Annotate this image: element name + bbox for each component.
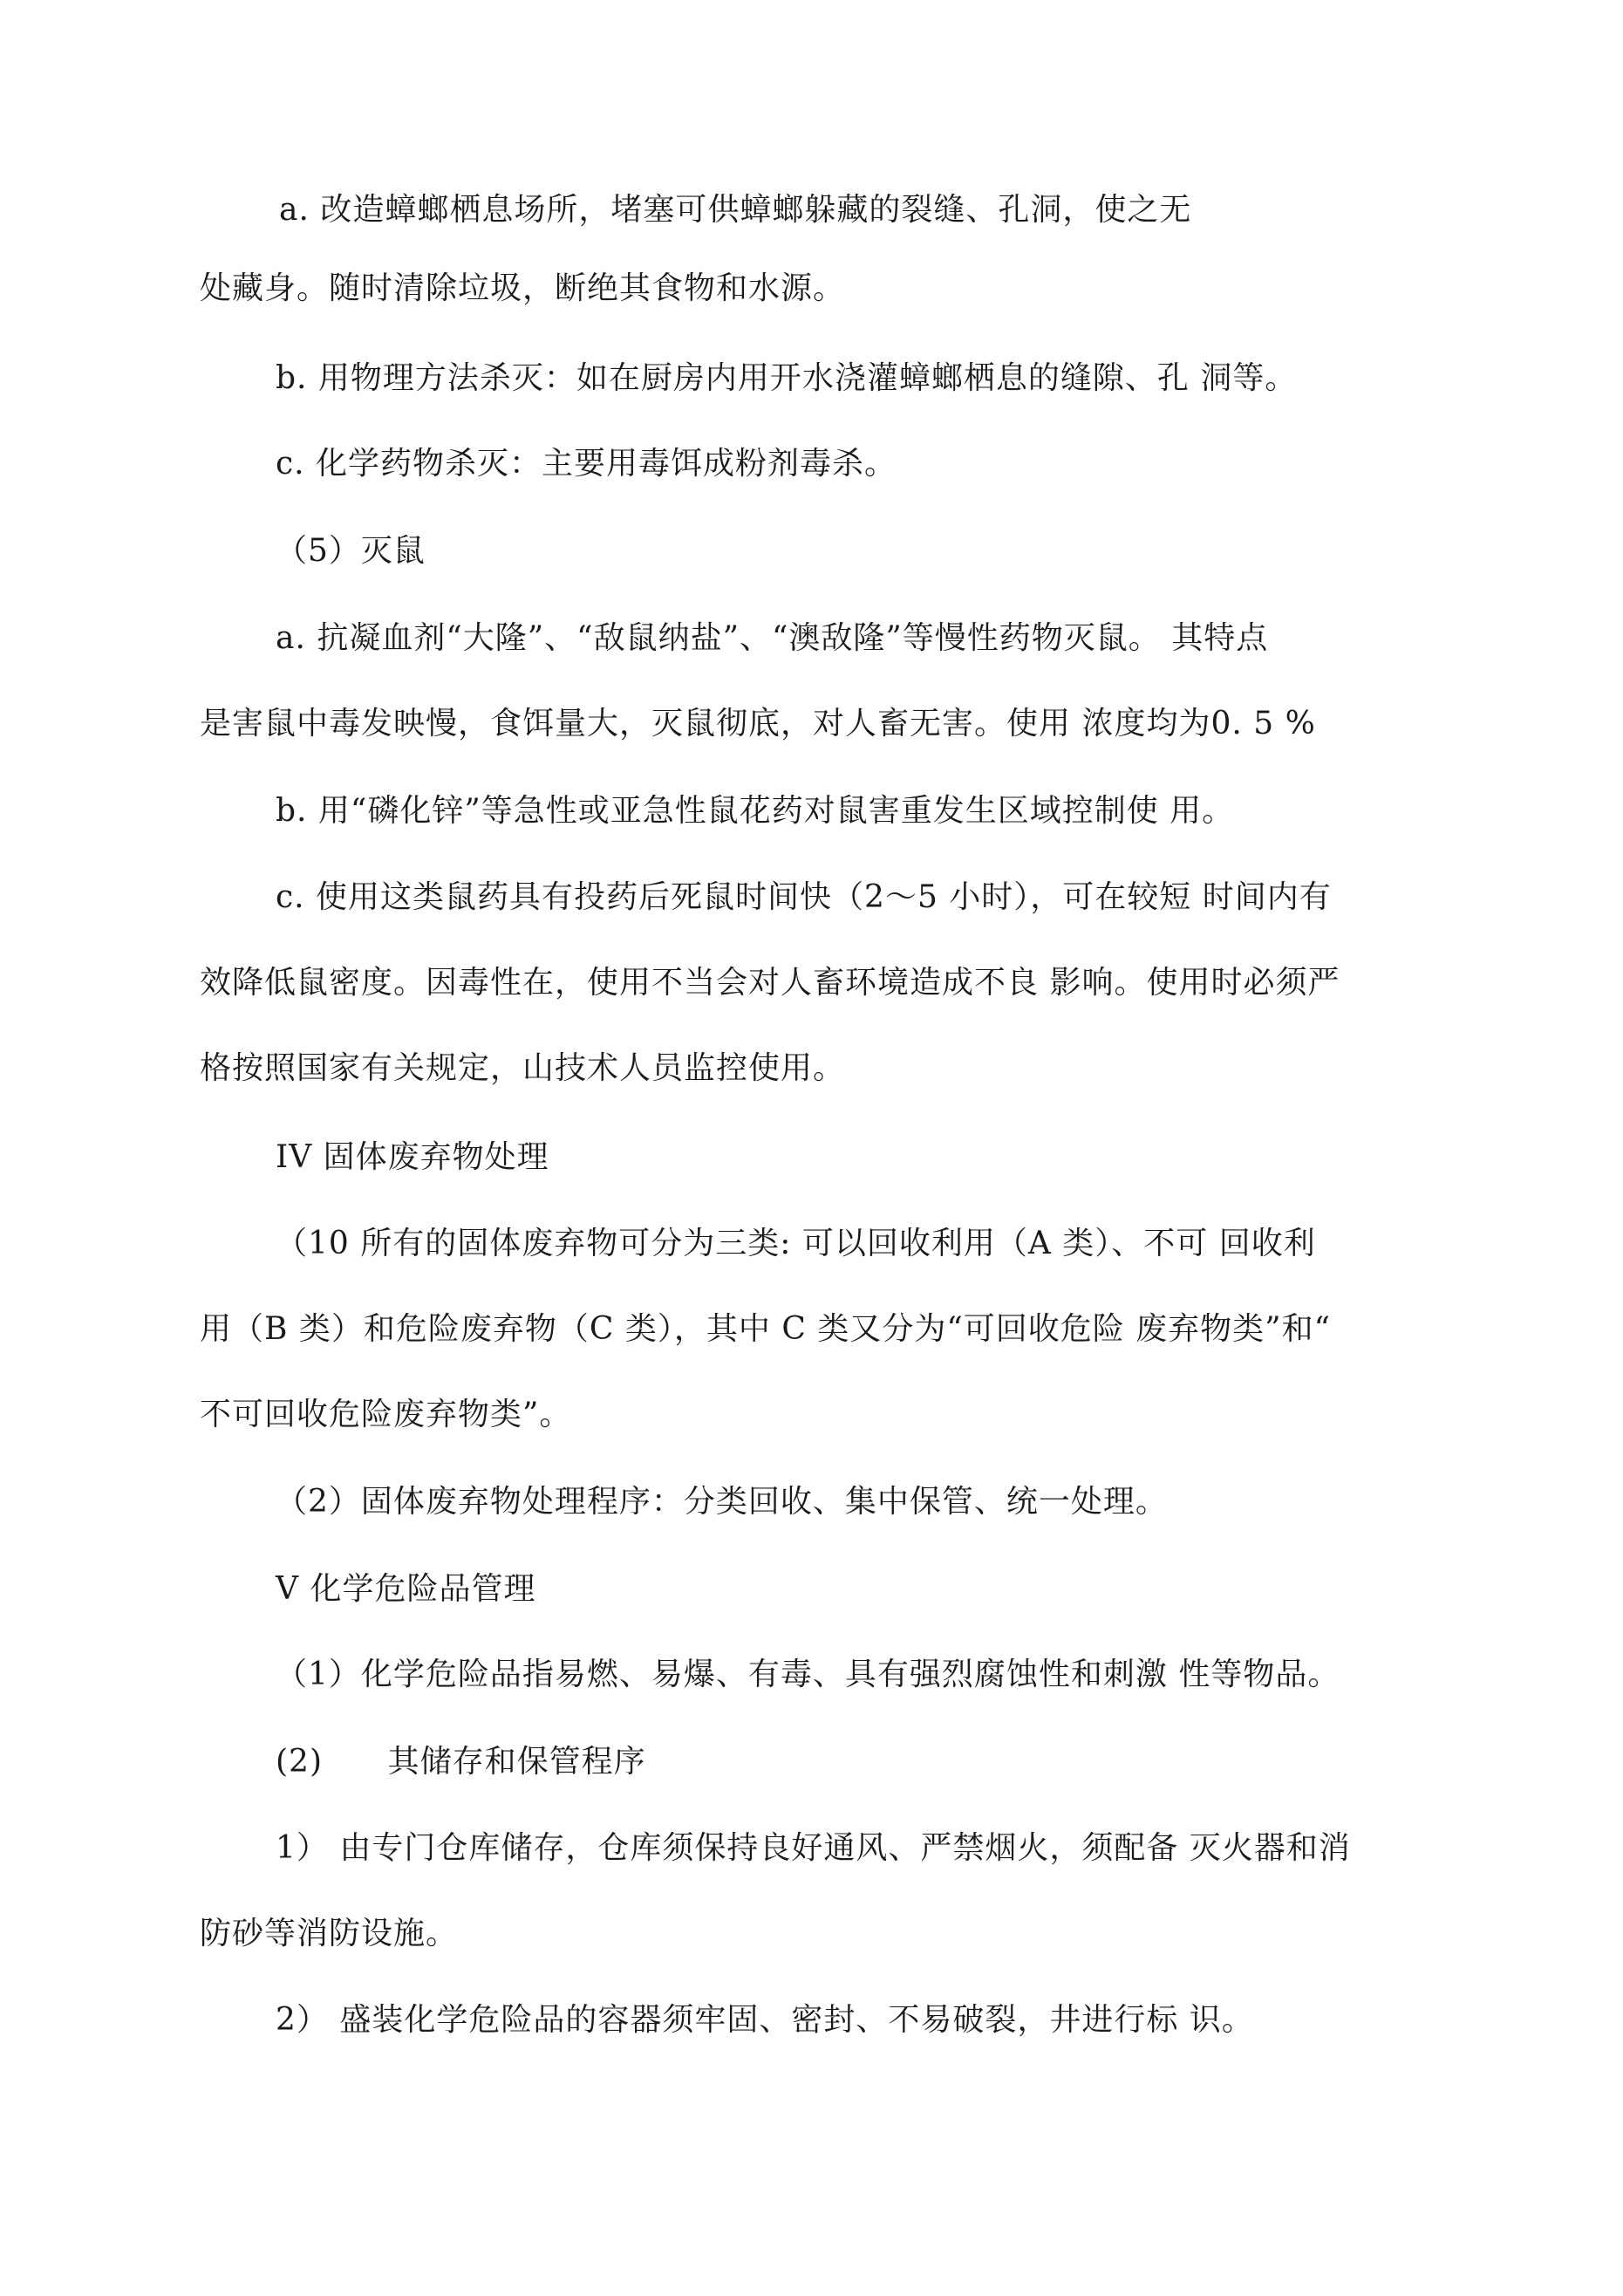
paragraph-line: （10 所有的固体废弃物可分为三类: 可以回收利用（A 类）、不可 回收利 [276,1226,1316,1261]
section-heading: V 化学危险品管理 [276,1571,536,1607]
paragraph-line: 不可回收危险废弃物类”。 [200,1397,572,1432]
paragraph-line: 用（B 类）和危险废弃物（C 类），其中 C 类又分为“可回收危险 废弃物类”和“ [200,1311,1331,1347]
paragraph-line: b. 用“磷化锌”等急性或亚急性鼠花药对鼠害重发生区域控制使 用。 [276,793,1235,829]
paragraph-line: （1）化学危险品指易燃、易爆、有毒、具有强烈腐蚀性和刺激 性等物品。 [276,1657,1340,1692]
paragraph-line: 1） 由专门仓库储存，仓库须保持良好通风、严禁烟火，须配备 灭火器和消 [276,1830,1351,1866]
paragraph-line: b. 用物理方法杀灭：如在厨房内用开水浇灌蟑螂栖息的缝隙、孔 洞等。 [276,360,1298,396]
paragraph-line: 处藏身。随时清除垃圾，断绝其食物和水源。 [200,270,846,306]
paragraph-line: c. 使用这类鼠药具有投药后死鼠时间快（2〜5 小时），可在较短 时间内有 [276,879,1332,915]
paragraph-line: 格按照国家有关规定，山技术人员监控使用。 [200,1050,846,1086]
paragraph-line: 效降低鼠密度。因毒性在，使用不当会对人畜环境造成不良 影响。使用时必须严 [200,965,1340,1001]
paragraph-line: c. 化学药物杀灭：主要用毒饵成粉剂毒杀。 [276,446,897,482]
paragraph-line: 防砂等消防设施。 [200,1916,459,1951]
paragraph-line: a. 抗凝血剂“大隆”、“敌鼠纳盐”、“澳敌隆”等慢性药物灭鼠。 其特点 [276,620,1269,656]
paragraph-line: (2) 其储存和保管程序 [276,1744,646,1780]
paragraph-line: a. 改造蟑螂栖息场所，堵塞可供蟑螂躲藏的裂缝、孔洞，使之无 [279,192,1192,228]
section-heading: IV 固体废弃物处理 [276,1139,549,1175]
paragraph-line: （2）固体废弃物处理程序：分类回收、集中保管、统一处理。 [276,1484,1168,1520]
section-heading: （5）灭鼠 [276,533,426,569]
paragraph-line: 2） 盛装化学危险品的容器须牢固、密封、不易破裂，井进行标 识。 [276,2002,1254,2038]
paragraph-line: 是害鼠中毒发映慢，食饵量大，灭鼠彻底，对人畜无害。使用 浓度均为0. 5 % [200,706,1316,741]
